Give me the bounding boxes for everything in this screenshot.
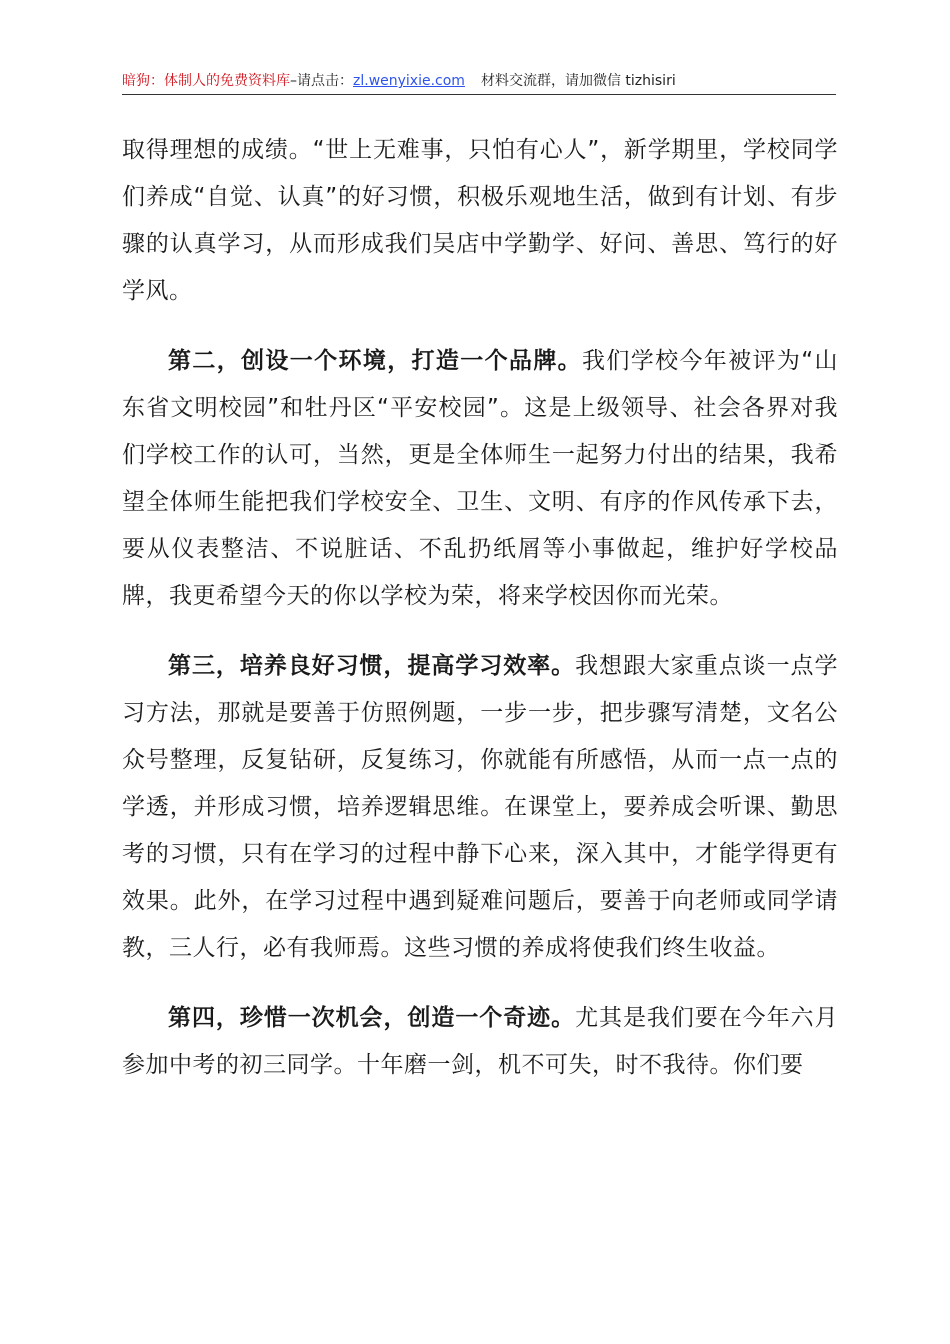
paragraph-3-heading: 第三，培养良好习惯，提高学习效率。 (168, 653, 576, 679)
header-prompt: –请点击： (290, 73, 353, 89)
paragraph-2 (122, 338, 838, 620)
paragraph-3 (122, 643, 838, 972)
header-brand: 暗狗：体制人的免费资料库 (122, 73, 290, 89)
paragraph-2-text: 我们学校今年被评为“山东省文明校园”和牡丹区“平安校园”。这是上级领导、社会各界对我们学校工作的认可，当然，更是全体师生一起努力付出的结果，我希望全体师生能把我们学校安全、卫生、文明、有序的作风传承下去，要从仪表整洁、不说脏话、不乱扔纸屑等小事做起，维护好学校品牌，我更希望今天的你以学校为荣，将来学校因你而光荣。 (122, 348, 838, 609)
paragraph-1-text: 取得理想的成绩。“世上无难事，只怕有心人”，新学期里，学校同学们养成“自觉、认真”的好习惯，积极乐观地生活，做到有计划、有步骤的认真学习，从而形成我们吴店中学勤学、好问、善思、笃行的好学风。 (122, 137, 838, 304)
paragraph-2-heading: 第二，创设一个环境，打造一个品牌。 (168, 348, 583, 374)
page-header (122, 68, 836, 95)
header-url-link[interactable]: zl.wenyixie.com (353, 73, 465, 89)
paragraph-1 (122, 127, 838, 315)
header-contact: 材料交流群，请加微信 tizhisiri (480, 73, 676, 89)
document-body (122, 127, 838, 1112)
paragraph-4-text: 尤其是我们要在今年六月参加中考的初三同学。十年磨一剑，机不可失，时不我待。你们要 (122, 1005, 839, 1078)
paragraph-4 (122, 995, 838, 1089)
paragraph-3-text: 我想跟大家重点谈一点学习方法，那就是要善于仿照例题，一步一步，把步骤写清楚，文名公众号整理，反复钻研，反复练习，你就能有所感悟，从而一点一点的学透，并形成习惯，培养逻辑思维。在课堂上，要养成会听课、勤思考的习惯，只有在学习的过程中静下心来，深入其中，才能学得更有效果。此外，在学习过程中遇到疑难问题后，要善于向老师或同学请教，三人行，必有我师焉。这些习惯的养成将使我们终生收益。 (122, 653, 839, 961)
paragraph-4-heading: 第四，珍惜一次机会，创造一个奇迹。 (168, 1005, 576, 1031)
